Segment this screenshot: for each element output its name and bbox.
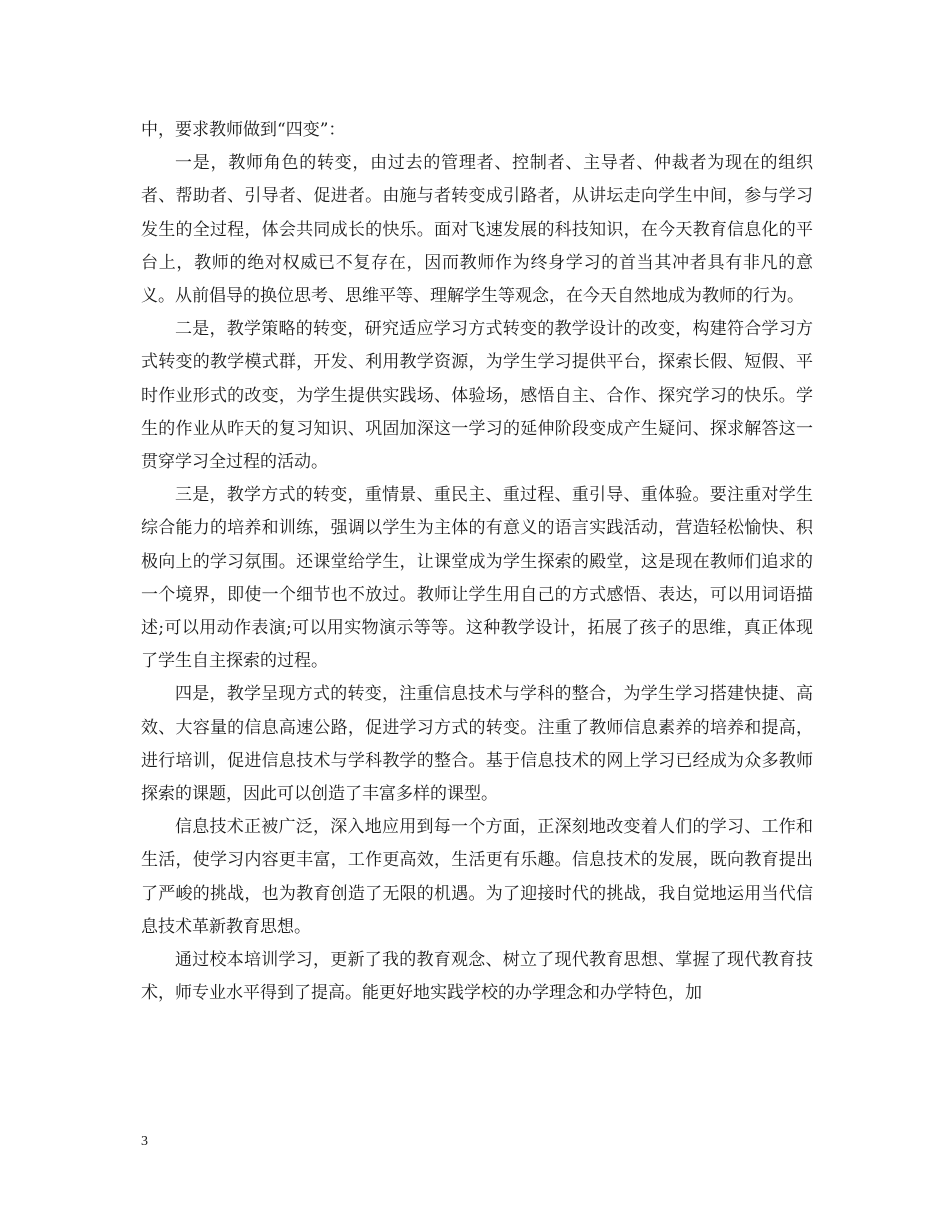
paragraph-4: 四是，教学呈现方式的转变，注重信息技术与学科的整合，为学生学习搭建快捷、高效、大容量的信息高速公路，促进学习方式的转变。注重了教师信息素养的培养和提高，进行培训，促进信息技术与学科教学的整合。基于信息技术的网上学习已经成为众多教师探索的课题，因此可以创造了丰富多样的课型。 [141,684,813,805]
body-text [141,114,813,1010]
paragraph-2: 二是，教学策略的转变，研究适应学习方式转变的教学设计的改变，构建符合学习方式转变的教学模式群，开发、利用教学资源，为学生学习提供平台，探索长假、短假、平时作业形式的改变，为学生提供实践场、体验场，感悟自主、合作、探究学习的快乐。学生的作业从昨天的复习知识、巩固加深这一学习的延伸阶段变成产生疑问、探求解答这一贯穿学习全过程的活动。 [141,319,813,473]
paragraph-3: 三是，教学方式的转变，重情景、重民主、重过程、重引导、重体验。要注重对学生综合能力的培养和训练，强调以学生为主体的有意义的语言实践活动，营造轻松愉快、积极向上的学习氛围。还课堂给学生，让课堂成为学生探索的殿堂，这是现在教师们追求的一个境界，即使一个细节也不放过。教师让学生用自己的方式感悟、表达，可以用词语描述;可以用动作表演;可以用实物演示等等。这种教学设计，拓展了孩子的思维，真正体现了学生自主探索的过程。 [141,485,813,672]
paragraph-0: 中，要求教师做到“四变”： [141,120,346,140]
paragraph-6: 通过校本培训学习，更新了我的教育观念、树立了现代教育思想、掌握了现代教育技术，师专业水平得到了提高。能更好地实践学校的办学理念和办学特色，加 [141,950,813,1004]
paragraph-5: 信息技术正被广泛，深入地应用到每一个方面，正深刻地改变着人们的学习、工作和生活，使学习内容更丰富，工作更高效，生活更有乐趣。信息技术的发展，既向教育提出了严峻的挑战，也为教育创造了无限的机遇。为了迎接时代的挑战，我自觉地运用当代信息技术革新教育思想。 [141,817,813,937]
paragraph-1: 一是，教师角色的转变，由过去的管理者、控制者、主导者、仲裁者为现在的组织者、帮助者、引导者、促进者。由施与者转变成引路者，从讲坛走向学生中间，参与学习发生的全过程，体会共同成长的快乐。面对飞速发展的科技知识，在今天教育信息化的平台上，教师的绝对权威已不复存在，因而教师作为终身学习的首当其冲者具有非凡的意义。从前倡导的换位思考、思维平等、理解学生等观念，在今天自然地成为教师的行为。 [141,153,813,307]
page-number: 3 [141,1134,148,1149]
